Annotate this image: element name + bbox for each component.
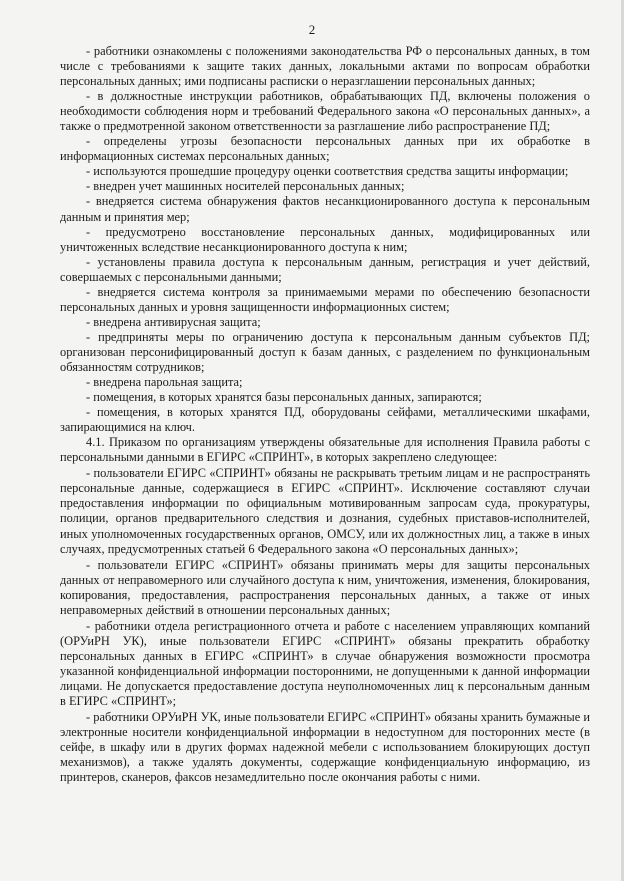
- paragraph: - помещения, в которых хранятся базы персональных данных, запираются;: [86, 390, 482, 405]
- paragraph: - внедрена парольная защита;: [86, 375, 243, 390]
- paragraph: - определены угрозы безопасности персональных данных при их обработке в информационных системах персональных данных;: [60, 134, 590, 164]
- paragraph: - работники отдела регистрационного отчета и работе с населением управляющих компаний (ОРУиРН УК), иные пользователи ЕГИРС «СПРИНТ» обязаны прекратить обработку персональных данных в ЕГИРС «СПРИНТ» в случае обнаружения возможности просмотра указанной конфиденциальной информации посторонними, не допущенными к данной информации лицами. Не допускается предоставление доступа неуполномоченных лиц к персональным данным в ЕГИРС «СПРИНТ»;: [60, 618, 590, 709]
- paragraph: - внедрена антивирусная защита;: [86, 314, 261, 329]
- paragraph: - пользователи ЕГИРС «СПРИНТ» обязаны не раскрывать третьим лицам и не распространять персональные данные, содержащиеся в ЕГИРС «СПРИНТ». Исключение составляют случаи предоставления информации по официальным мотивированным запросам суда, прокуратуры, полиции, органов предварительного следствия и дознания, судебных приставов-исполнителей, иных уполномоченных государственных органов, ОМСУ, или их должностных лиц, а также в иных случаях, предусмотренных статьей 6 Федерального закона «О персональных данных»;: [60, 466, 590, 556]
- paragraph: - установлены правила доступа к персональным данным, регистрация и учет действий, совершаемых с персональными данными;: [60, 254, 590, 284]
- paragraph: - внедряется система контроля за принимаемыми мерами по обеспечению безопасности персональных данных и уровня защищенности информационных систем;: [60, 284, 590, 314]
- paragraph: - в должностные инструкции работников, обрабатывающих ПД, включены положения о необходимости соблюдения норм и требований Федерального закона «О персональных данных», а также о предмотренной законом ответственности за разглашение либо распространение ПД;: [60, 89, 590, 134]
- section-paragraph: 4.1. Приказом по организациям утверждены обязательные для исполнения Правила работы с персональными данными в ЕГИРС «СПРИНТ», в которых закреплено следующее:: [60, 435, 590, 465]
- paragraph: - внедряется система обнаружения фактов несанкционированного доступа к персональным данным и принятия мер;: [60, 194, 590, 224]
- paragraph: - предусмотрено восстановление персональных данных, модифицированных или уничтоженных вследствие несанкционированного доступа к ним;: [60, 224, 590, 254]
- paragraph: - работники ознакомлены с положениями законодательства РФ о персональных данных, в том числе с требованиями к защите таких данных, локальными актами по вопросам обработки персональных данных; ими подписаны расписки о неразглашении персональных данных;: [60, 44, 590, 89]
- document-body: [60, 44, 590, 785]
- paragraph: - пользователи ЕГИРС «СПРИНТ» обязаны принимать меры для защиты персональных данных от неправомерного или случайного доступа к ним, уничтожения, изменения, блокирования, копирования, предоставления, распространения персональных данных, а также от иных неправомерных действий в отношении персональных данных;: [60, 557, 590, 617]
- paragraph: - используются прошедшие процедуру оценки соответствия средства защиты информации;: [86, 164, 569, 179]
- paragraph: - работники ОРУиРН УК, иные пользователи ЕГИРС «СПРИНТ» обязаны хранить бумажные и электронные носители конфиденциальной информации в недоступном для посторонних месте (в сейфе, в шкафу или в других формах надежной мебели с использованием блокирующих доступ механизмов), а также удалять документы, содержащие конфиденциальную информацию, из принтеров, сканеров, факсов незамедлительно после окончания работы с ними.: [60, 710, 590, 785]
- paragraph: - помещения, в которых хранятся ПД, оборудованы сейфами, металлическими шкафами, запирающимися на ключ.: [60, 405, 590, 435]
- page-number: 2: [308, 22, 316, 37]
- paragraph: - предприняты меры по ограничению доступа к персональным данным субъектов ПД; организован персонифицированный доступ к базам данных, с разделением по функциональным обязанностям сотрудников;: [60, 329, 590, 374]
- paragraph: - внедрен учет машинных носителей персональных данных;: [86, 179, 405, 194]
